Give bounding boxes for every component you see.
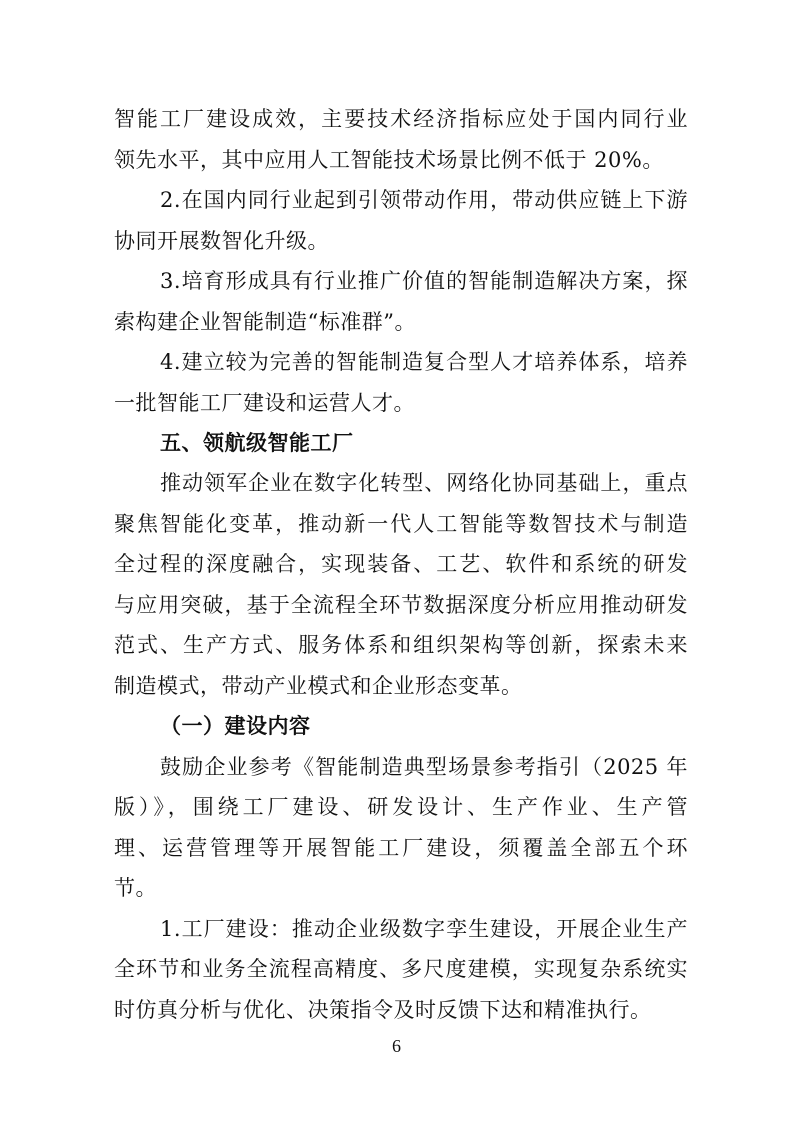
list-item-3-line: 3.培育形成具有行业推广价值的智能制造解决方案，探 xyxy=(160,269,688,293)
list-item-4-line: 一批智能工厂建设和运营人才。 xyxy=(114,391,415,415)
paragraph-line: 领先水平，其中应用人工智能技术场景比例不低于 20%。 xyxy=(114,148,664,172)
list-item-2-line: 2.在国内同行业起到引领带动作用，带动供应链上下游 xyxy=(160,188,688,212)
section-heading: 五、领航级智能工厂 xyxy=(160,431,354,455)
paragraph-line: 鼓励企业参考《智能制造典型场景参考指引（2025 年 xyxy=(160,755,688,779)
subsection-heading: （一）建设内容 xyxy=(160,714,311,738)
paragraph-line: 聚焦智能化变革，推动新一代人工智能等数智技术与制造 xyxy=(114,512,688,536)
paragraph-line: 与应用突破，基于全流程全环节数据深度分析应用推动研发 xyxy=(114,593,688,617)
paragraph-line: 全过程的深度融合，实现装备、工艺、软件和系统的研发 xyxy=(114,552,688,576)
list-item-1-line: 时仿真分析与优化、决策指令及时反馈下达和精准执行。 xyxy=(114,998,652,1022)
paragraph-line: 节。 xyxy=(114,876,157,900)
list-item-2-line: 协同开展数智化升级。 xyxy=(114,229,329,253)
list-item-3-line: 索构建企业智能制造“标准群”。 xyxy=(114,310,416,334)
paragraph-line: 版）》，围绕工厂建设、研发设计、生产作业、生产管 xyxy=(114,795,688,819)
paragraph-line: 推动领军企业在数字化转型、网络化协同基础上，重点 xyxy=(160,471,688,495)
paragraph-line: 制造模式，带动产业模式和企业形态变革。 xyxy=(114,674,523,698)
paragraph-line: 范式、生产方式、服务体系和组织架构等创新，探索未来 xyxy=(114,633,688,657)
page-number: 6 xyxy=(392,1036,401,1056)
list-item-1-line: 1.工厂建设：推动企业级数字孪生建设，开展企业生产 xyxy=(160,917,688,941)
list-item-1-line: 全环节和业务全流程高精度、多尺度建模，实现复杂系统实 xyxy=(114,957,688,981)
list-item-4-line: 4.建立较为完善的智能制造复合型人才培养体系，培养 xyxy=(160,350,688,374)
paragraph-line: 智能工厂建设成效，主要技术经济指标应处于国内同行业 xyxy=(114,107,688,131)
paragraph-line: 理、运营管理等开展智能工厂建设，须覆盖全部五个环 xyxy=(114,836,688,860)
